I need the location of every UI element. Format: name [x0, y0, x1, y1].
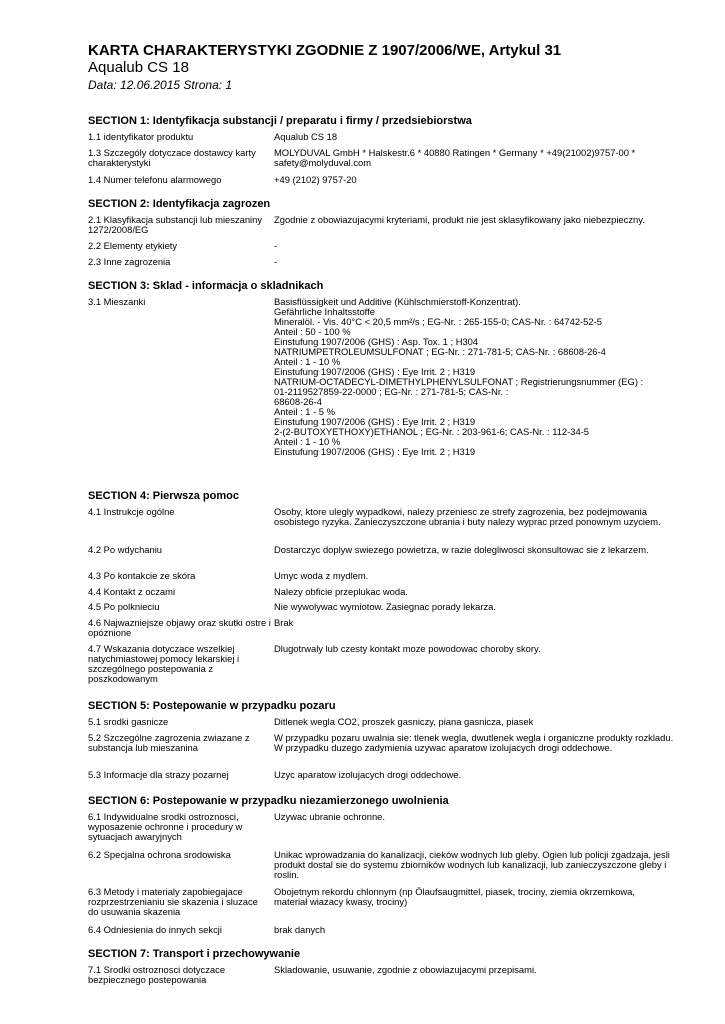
s1-row3-label: 1.4 Numer telefonu alarmowego: [88, 174, 222, 185]
s5-row2-label: 5.2 Szczególne zagrozenia zwiazane z substancja lub mieszanina: [88, 732, 250, 753]
s1-row2-label: 1.3 Szczególy dotyczace dostawcy karty charakterystyki: [88, 147, 256, 168]
s6-row3-label: 6.3 Metody i materialy zapobiegajace rozprzestrzenianiu sie skazenia i sluzace do usuwania skazenia: [88, 886, 258, 917]
s6-row2-label: 6.2 Specjalna ochrona srodowiska: [88, 849, 231, 860]
date-page-line: Data: 12.06.2015 Strona: 1: [88, 78, 233, 92]
s1-row2-value: MOLYDUVAL GmbH * Halskestr.6 * 40880 Ratingen * Germany * +49(21002)9757-00 * safety@molyduval.com: [274, 147, 636, 168]
s4-row7-value: Dlugotrwaly lub czesty kontakt moze powodowac choroby skory.: [274, 643, 541, 654]
composition-line: Anteil : 1 - 5 %: [274, 406, 335, 417]
composition-line: NATRIUMPETROLEUMSULFONAT ; EG-Nr. : 271-781-5; CAS-Nr. : 68608-26-4: [274, 346, 606, 357]
section-3-heading: SECTION 3: Sklad - informacja o skladnikach: [88, 280, 324, 292]
section-4-heading: SECTION 4: Pierwsza pomoc: [88, 490, 239, 502]
s4-row3-value: Umyc woda z mydlem.: [274, 570, 369, 581]
s7-row1-value: Skladowanie, usuwanie, zgodnie z obowiazujacymi przepisami.: [274, 964, 537, 975]
section-5-heading: SECTION 5: Postepowanie w przypadku pozaru: [88, 700, 336, 712]
s4-row1-label: 4.1 Instrukcje ogólne: [88, 506, 175, 517]
s6-row4-value: brak danych: [274, 924, 326, 935]
composition-line: Basisflüssigkeit und Additive (Kühlschmierstoff-Konzentrat).: [274, 296, 521, 307]
s2-row1-label: 2.1 Klasyfikacja substancji lub mieszaniny 1272/2008/EG: [88, 214, 263, 235]
s6-row2-value: Unikac wprowadzania do kanalizacji, cieków wodnych lub gleby. Ogien lub policji zgadzaja, jesli produkt dostal sie do systemu zbiorników wodnych lub kanalizacji, lub zanieczyszczone gleby i roslin.: [274, 849, 670, 880]
s2-row3-label: 2.3 Inne zagrozenia: [88, 256, 171, 267]
composition-line: Anteil : 1 - 10 %: [274, 436, 341, 447]
composition-line: Anteil : 50 - 100 %: [274, 326, 351, 337]
s1-row1-label: 1.1 identyfikator produktu: [88, 131, 194, 142]
s4-row5-label: 4.5 Po polknieciu: [88, 601, 160, 612]
composition-line: Einstufung 1907/2006 (GHS) : Eye Irrit. 2 ; H319: [274, 416, 476, 427]
s6-row3-value: Obojetnym rekordu chlonnym (np Ölaufsaugmittel, piasek, trociny, ziemia okrzemkowa, materiał wiazacy kwasy, trociny): [274, 886, 635, 907]
composition-line: NATRIUM-OCTADECYL-DIMETHYLPHENYLSULFONAT ; Registrierungsnummer (EG) :: [274, 376, 644, 387]
composition-line: 01-2119527859-22-0000 ; EG-Nr. : 271-781-5; CAS-Nr. :: [274, 386, 509, 397]
product-name: Aqualub CS 18: [88, 59, 189, 76]
s1-row3-value: +49 (2102) 9757-20: [274, 174, 357, 185]
s4-row1-value: Osoby, ktore ulegly wypadkowi, nalezy przeniesc ze strefy zagrozenia, bez podejmowania osobistego ryzyka. Zanieczyszczone ubrania i buty nalezy wyprac przed ponownym uzyciem.: [274, 506, 661, 527]
document-title: KARTA CHARAKTERYSTYKI ZGODNIE Z 1907/2006/WE, Artykul 31: [88, 42, 562, 59]
composition-line: 68608-26-4: [274, 396, 322, 407]
s5-row3-value: Uzyc aparatow izolujacych drogi oddechowe.: [274, 769, 462, 780]
s4-row3-label: 4.3 Po kontakcie ze skóra: [88, 570, 196, 581]
s2-row1-value: Zgodnie z obowiazujacymi kryteriami, produkt nie jest sklasyfikowany jako niebezpieczny.: [274, 214, 645, 225]
composition-line: Einstufung 1907/2006 (GHS) : Eye Irrit. 2 ; H319: [274, 446, 476, 457]
s4-row4-label: 4.4 Kontakt z oczami: [88, 586, 176, 597]
s3-row1-label: 3.1 Mieszanki: [88, 296, 146, 307]
section-2-heading: SECTION 2: Identyfikacja zagrozen: [88, 198, 271, 210]
s4-row2-label: 4.2 Po wdychaniu: [88, 544, 163, 555]
s4-row7-label: 4.7 Wskazania dotyczace wszelkiej natychmiastowej pomocy lekarskiej i szczególnego postepowania z poszkodowanym: [88, 643, 240, 684]
composition-line: Anteil : 1 - 10 %: [274, 356, 341, 367]
s5-row3-label: 5.3 Informacje dla strazy pozarnej: [88, 769, 229, 780]
s6-row4-label: 6.4 Odniesienia do innych sekcji: [88, 924, 222, 935]
s5-row1-value: Ditlenek wegla CO2, proszek gasniczy, piana gasnicza, piasek: [274, 716, 534, 727]
composition-line: Mineralöl. - Vis. 40°C < 20,5 mm²/s ; EG-Nr. : 265-155-0; CAS-Nr. : 64742-52-5: [274, 316, 602, 327]
s4-row4-value: Nalezy obficie przeplukac woda.: [274, 586, 408, 597]
s3-composition: [274, 297, 674, 457]
section-7-heading: SECTION 7: Transport i przechowywanie: [88, 948, 301, 960]
s6-row1-value: Uzywac ubranie ochronne.: [274, 811, 385, 822]
s5-row2-value: W przypadku pozaru uwalnia sie: tlenek wegla, dwutlenek wegla i organiczne produkty rozkladu. W przypadku duzego zadymienia uzywac aparatow izolujacych drogi oddechowe.: [274, 732, 674, 753]
composition-line: Gefährliche Inhaltsstoffe: [274, 306, 375, 317]
s6-row1-label: 6.1 Indywidualne srodki ostroznosci, wyposazenie ochronne i procedury w sytuacjach awaryjnych: [88, 811, 243, 842]
s5-row1-label: 5.1 srodki gasnicze: [88, 716, 169, 727]
composition-line: Einstufung 1907/2006 (GHS) : Asp. Tox. 1 ; H304: [274, 336, 479, 347]
s2-row2-label: 2.2 Elementy etykiety: [88, 240, 178, 251]
composition-line: 2-(2-BUTOXYETHOXY)ETHANOL ; EG-Nr. : 203-961-6; CAS-Nr. : 112-34-5: [274, 426, 590, 437]
s2-row2-value: -: [274, 240, 278, 251]
s7-row1-label: 7.1 Srodki ostroznosci dotyczace bezpiecznego postepowania: [88, 964, 226, 985]
s2-row3-value: -: [274, 256, 278, 267]
s4-row6-value: Brak: [274, 617, 294, 628]
s4-row2-value: Dostarczyc doplyw swiezego powietrza, w razie dolegliwosci skonsultowac sie z lekarzem.: [274, 544, 649, 555]
s4-row5-value: Nie wywolywac wymiotow. Zasiegnac porady lekarza.: [274, 601, 496, 612]
s4-row6-label: 4.6 Najwazniejsze objawy oraz skutki ostre i opóznione: [88, 617, 271, 638]
s1-row1-value: Aqualub CS 18: [274, 131, 338, 142]
section-1-heading: SECTION 1: Identyfikacja substancji / preparatu i firmy / przedsiebiorstwa: [88, 115, 472, 127]
section-6-heading: SECTION 6: Postepowanie w przypadku niezamierzonego uwolnienia: [88, 795, 449, 807]
composition-line: Einstufung 1907/2006 (GHS) : Eye Irrit. 2 ; H319: [274, 366, 476, 377]
